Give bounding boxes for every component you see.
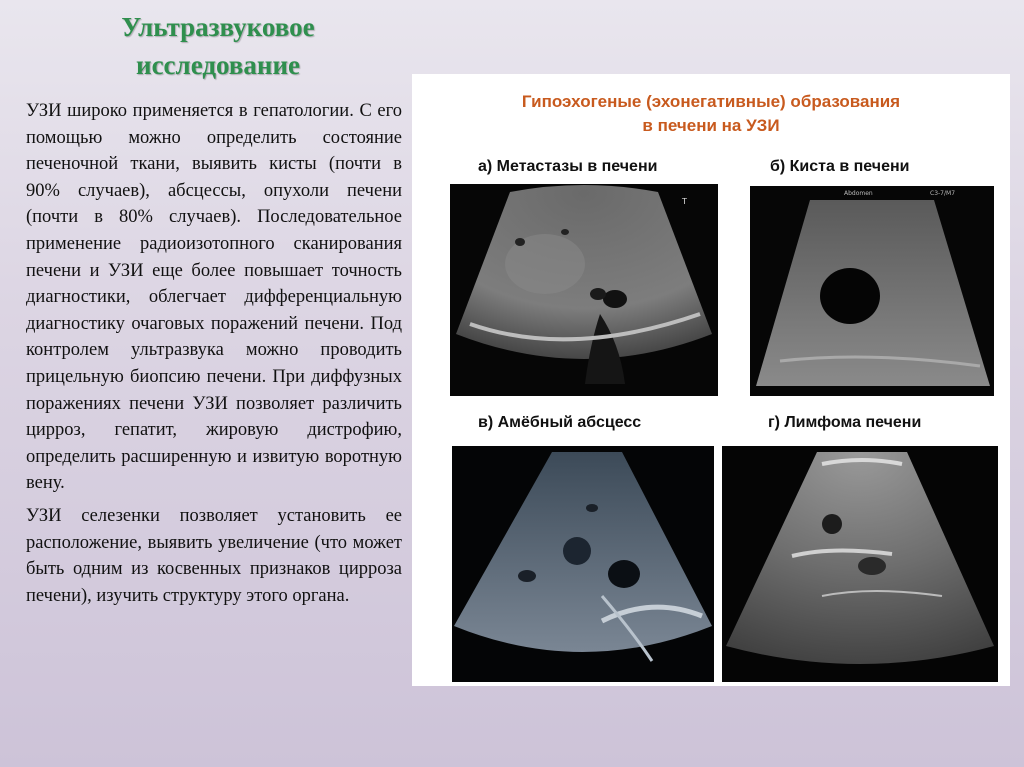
svg-text:C3-7/M7: C3-7/M7 (930, 190, 956, 197)
panel-label-cyst: б) Киста в печени (770, 158, 910, 175)
svg-text:Abdomen: Abdomen (844, 190, 873, 197)
ultrasound-image-metastases (450, 184, 718, 396)
slide-title-line1: Ультразвуковое (121, 12, 315, 42)
panel-label-metastases: а) Метастазы в печени (478, 158, 658, 175)
ultrasound-figure (412, 74, 1010, 686)
ultrasound-image-abscess (452, 446, 714, 682)
figure-title-line2: в печени на УЗИ (642, 116, 780, 135)
paragraph-liver: УЗИ широко применяется в гепатологии. С его помощью можно определить состояние печеночной ткани, выявить кисты (почти в 90% случаев), абсцессы, опухоли печени (почти в 80% случаев). Последовательное применение радиоизотопного сканирования печени и УЗИ еще более повышает точность диагностики, облегчает дифференциальную диагностику очаговых поражений печени. Под контролем ультразвука можно проводить прицельную биопсию печени. При диффузных поражениях печени УЗИ позволяет различить цирроз, гепатит, жировую дистрофию, определить расширенную и извитую воротную вену. (26, 101, 402, 494)
svg-text:T: T (682, 197, 687, 206)
paragraph-spleen: УЗИ селезенки позволяет установить ее расположение, выявить увеличение (что может быть одним из косвенных признаков цирроза печени), изучить структуру этого органа. (26, 505, 402, 606)
ultrasound-image-lymphoma (722, 446, 998, 682)
figure-title (412, 90, 1010, 138)
slide-title (68, 8, 368, 84)
slide-title-line2: исследование (136, 50, 300, 80)
ultrasound-image-cyst (750, 186, 994, 396)
panel-label-abscess: в) Амёбный абсцесс (478, 414, 642, 431)
slide-body-text (26, 98, 402, 615)
figure-title-line1: Гипоэхогеные (эхонегативные) образования (521, 92, 901, 111)
panel-label-lymphoma: г) Лимфома печени (768, 414, 922, 431)
